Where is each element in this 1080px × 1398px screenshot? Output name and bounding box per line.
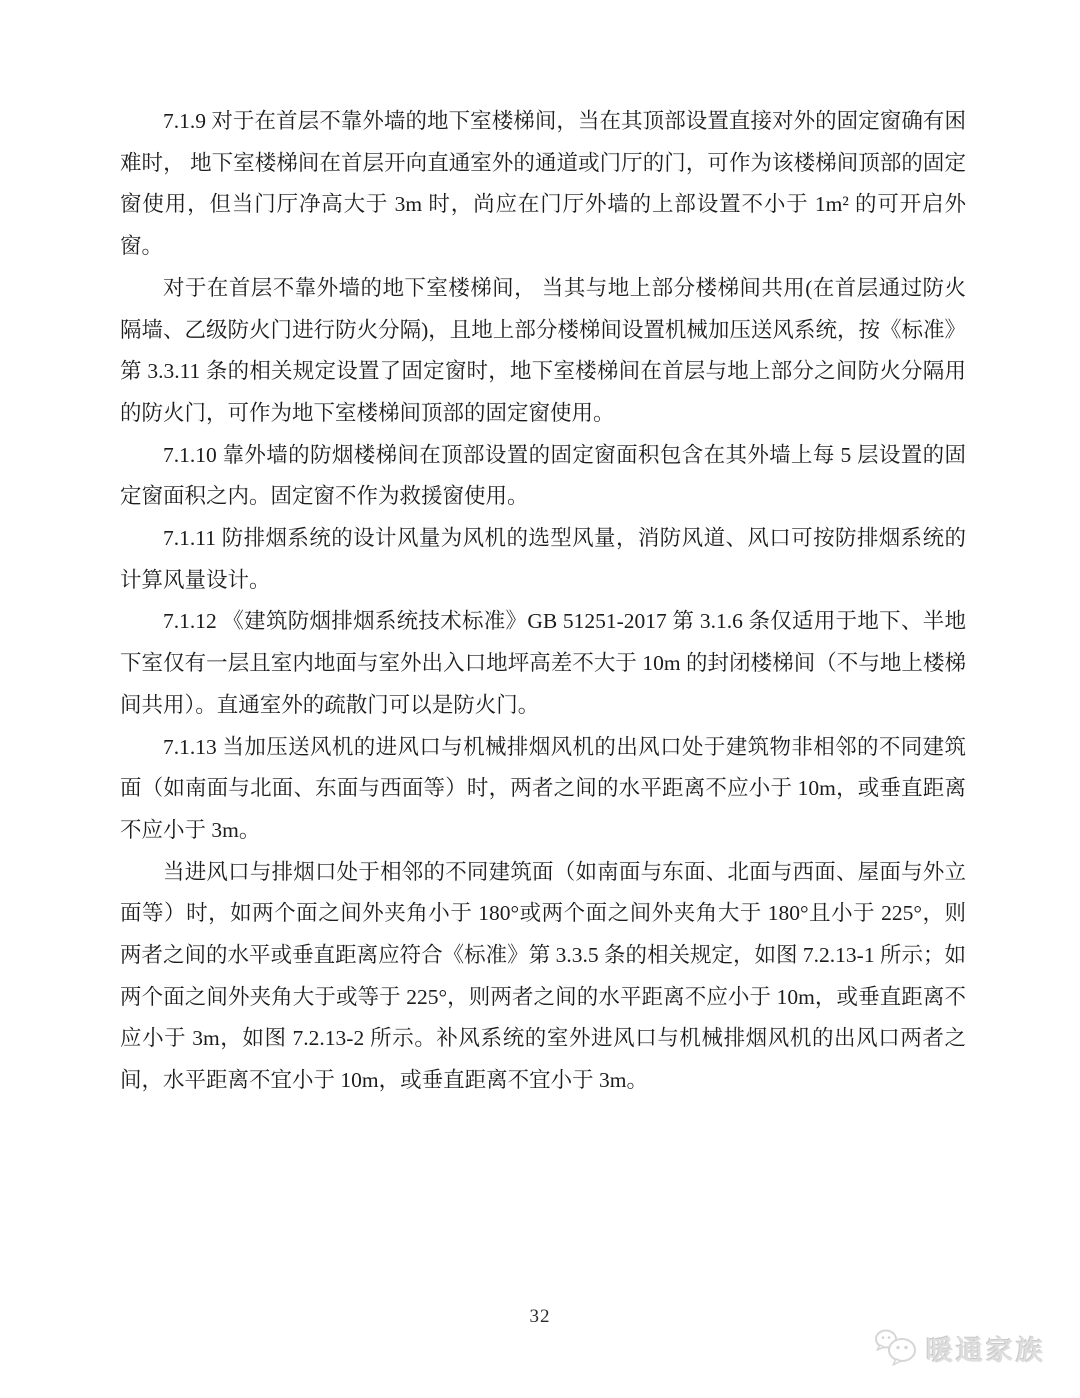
paragraph: 当进风口与排烟口处于相邻的不同建筑面（如南面与东面、北面与西面、屋面与外立面等）时，如两个面之间外夹角小于 180°或两个面之间外夹角大于 180°且小于 225°，则两者之间的水平或垂直距离应符合《标准》第 3.3.5 条的相关规定，如图 7.2.13-1 所示；如两个面之间外夹角大于或等于 225°，则两者之间的水平距离不应小于 10m，或垂直距离不应小于 3m，如图 7.2.13-2 所示。补风系统的室外进风口与机械排烟风机的出风口两者之间，水平距离不宜小于 10m，或垂直距离不宜小于 3m。 (120, 859, 966, 1093)
wechat-icon (874, 1328, 918, 1368)
paragraph: 7.1.13 当加压送风机的进风口与机械排烟风机的出风口处于建筑物非相邻的不同建筑面（如南面与北面、东面与西面等）时，两者之间的水平距离不应小于 10m，或垂直距离不应小于 3m。 (120, 734, 966, 842)
watermark (874, 1328, 1046, 1368)
paragraph: 7.1.11 防排烟系统的设计风量为风机的选型风量，消防风道、风口可按防排烟系统的计算风量设计。 (120, 526, 966, 592)
document-body (120, 101, 966, 1102)
paragraph: 7.1.10 靠外墙的防烟楼梯间在顶部设置的固定窗面积包含在其外墙上每 5 层设置的固定窗面积之内。固定窗不作为救援窗使用。 (120, 442, 966, 509)
paragraph: 对于在首层不靠外墙的地下室楼梯间， 当其与地上部分楼梯间共用(在首层通过防火隔墙、乙级防火门进行防火分隔)，且地上部分楼梯间设置机械加压送风系统，按《标准》第 3.3.11 条的相关规定设置了固定窗时，地下室楼梯间在首层与地上部分之间防火分隔用的防火门，可作为地下室楼梯间顶部的固定窗使用。 (120, 275, 966, 425)
page-number: 32 (529, 1306, 551, 1327)
paragraph: 7.1.9 对于在首层不靠外墙的地下室楼梯间，当在其顶部设置直接对外的固定窗确有困难时， 地下室楼梯间在首层开向直通室外的通道或门厅的门，可作为该楼梯间顶部的固定窗使用，但当门厅净高大于 3m 时，尚应在门厅外墙的上部设置不小于 1m² 的可开启外窗。 (120, 109, 966, 259)
watermark-label: 暖通家族 (926, 1335, 1046, 1366)
paragraph: 7.1.12 《建筑防烟排烟系统技术标准》GB 51251-2017 第 3.1.6 条仅适用于地下、半地下室仅有一层且室内地面与室外出入口地坪高差不大于 10m 的封闭楼梯间（不与地上楼梯间共用）。直通室外的疏散门可以是防火门。 (120, 609, 966, 717)
